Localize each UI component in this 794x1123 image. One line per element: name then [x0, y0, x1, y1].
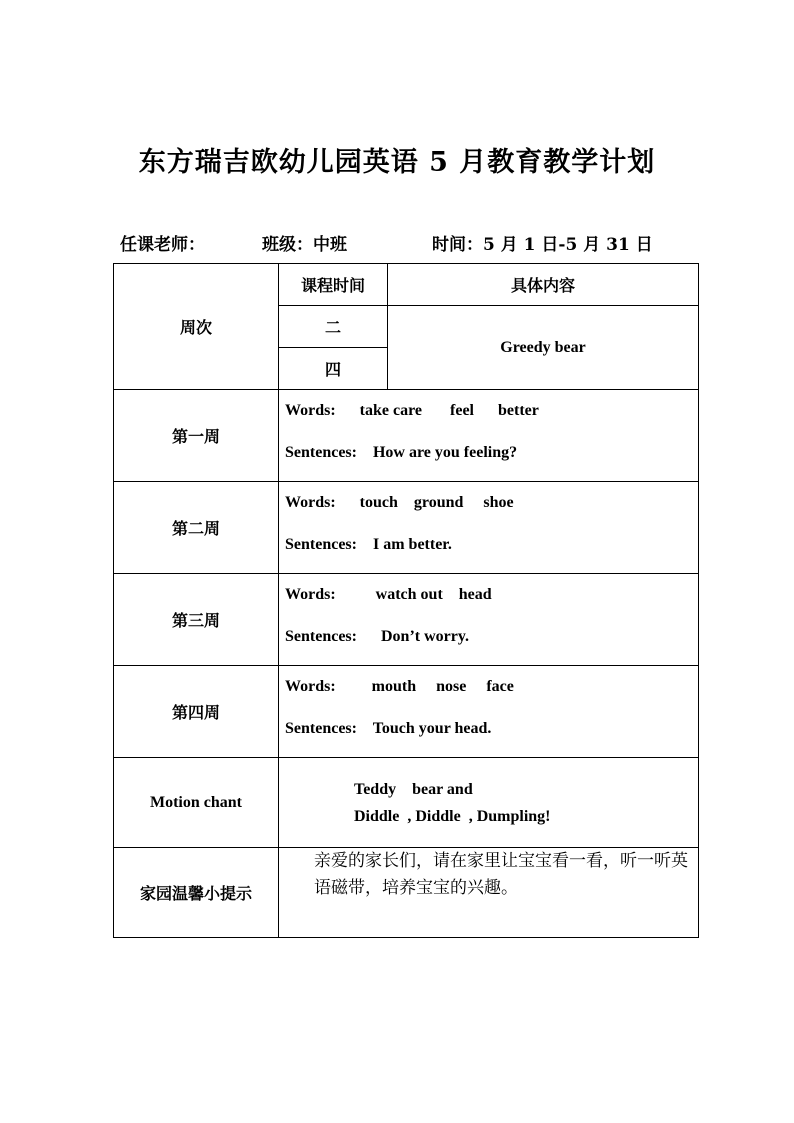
table-row [114, 758, 699, 848]
sentences-line: Sentences: I am better. [285, 536, 452, 553]
teacher-label: 任课老师： [120, 235, 205, 255]
words-line: Words: take care feel better [285, 402, 539, 419]
week-content [279, 482, 699, 574]
theme-cell: Greedy bear [388, 306, 699, 390]
week-header: 周次 [114, 264, 279, 390]
chant-line: Diddle , Diddle , Dumpling! [354, 807, 551, 825]
content-header: 具体内容 [388, 264, 699, 306]
chant-line: Teddy bear and [354, 780, 473, 798]
page-title: 东方瑞吉欧幼儿园英语 5 月教育教学计划 [138, 147, 656, 178]
sentences-line: Sentences: How are you feeling? [285, 444, 518, 461]
tips-text: 亲爱的家长们，请在家里让宝宝看一看，听一听英语磁带，培养宝宝的兴趣。 [279, 848, 699, 938]
week-content [279, 666, 699, 758]
motion-chant-label: Motion chant [114, 758, 279, 848]
table-row [114, 264, 699, 306]
class-label: 班级：中班 [262, 235, 347, 255]
words-line: Words: mouth nose face [285, 678, 514, 695]
table-row [114, 482, 699, 574]
table-row [114, 666, 699, 758]
words-line: Words: watch out head [285, 586, 492, 603]
time-label: 时间：5 月 1 日-5 月 31 日 [432, 235, 653, 255]
week-name: 第三周 [114, 574, 279, 666]
table-row [114, 848, 699, 938]
week-content [279, 390, 699, 482]
day-cell: 二 [279, 306, 388, 348]
tips-label: 家园温馨小提示 [114, 848, 279, 938]
week-name: 第一周 [114, 390, 279, 482]
motion-chant-content [279, 758, 699, 848]
plan-table [113, 263, 699, 938]
sentences-line: Sentences: Don’t worry. [285, 628, 469, 645]
week-name: 第二周 [114, 482, 279, 574]
course-time-header: 课程时间 [279, 264, 388, 306]
words-line: Words: touch ground shoe [285, 494, 514, 511]
week-name: 第四周 [114, 666, 279, 758]
week-content [279, 574, 699, 666]
table-row [114, 390, 699, 482]
table-row [114, 574, 699, 666]
sentences-line: Sentences: Touch your head. [285, 720, 492, 737]
day-cell: 四 [279, 348, 388, 390]
